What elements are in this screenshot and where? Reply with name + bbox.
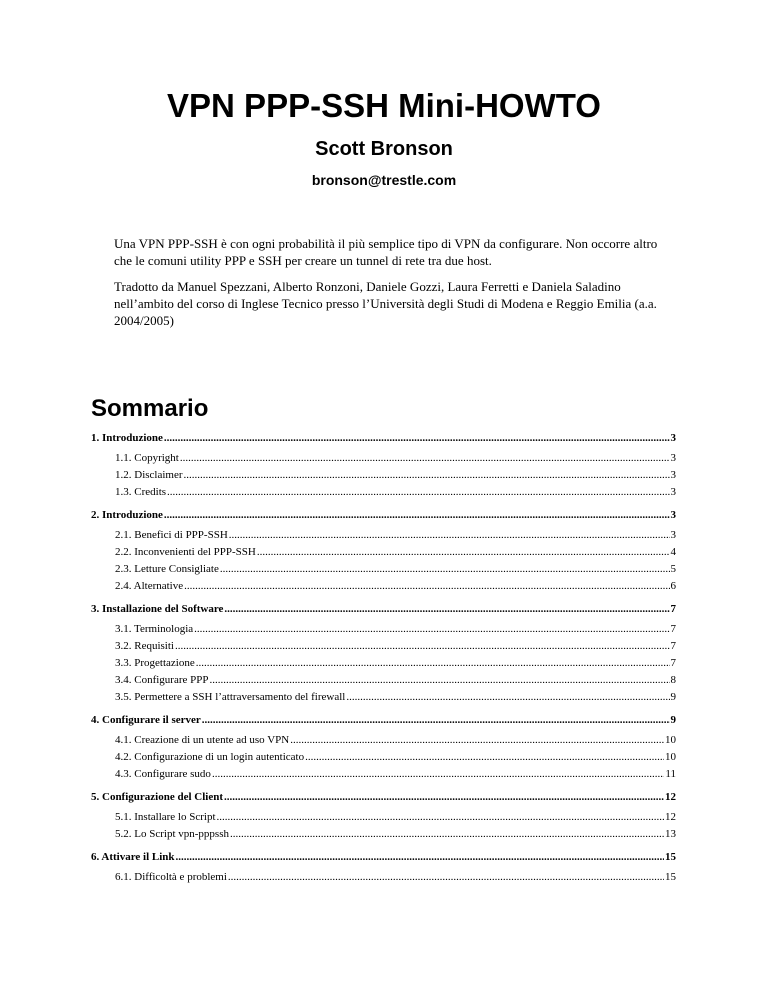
toc-section-label: 6.1. Difficoltà e problemi [115,871,227,883]
toc-page-number: 15 [665,851,676,863]
toc-chapter-link[interactable] [91,430,676,447]
abstract-paragraph: Una VPN PPP-SSH è con ogni probabilità il più semplice tipo di VPN da configurare. Non occorre altro che le comuni utility PPP e SSH per creare un tunnel di rete tra due host. [114,236,658,268]
toc-section-label: 4.1. Creazione di un utente ad uso VPN [115,734,290,746]
toc-page-number: 7 [670,657,676,669]
toc-dot-leader [202,712,670,729]
toc-chapter-label: 5. Configurazione del Client [91,791,223,803]
toc-dot-leader [167,484,669,501]
toc-dot-leader [224,789,664,806]
toc-dot-leader [175,638,670,655]
toc-dot-leader [230,826,664,843]
toc-dot-leader [229,527,670,544]
toc-section-label: 1.2. Disclaimer [115,469,183,481]
toc-dot-leader [212,766,664,783]
toc-chapter-label: 3. Installazione del Software [91,603,224,615]
toc-dot-leader [305,749,664,766]
toc-page-number: 13 [665,828,676,840]
toc-section-link[interactable] [91,766,676,783]
toc-section-link[interactable] [91,732,676,749]
toc-section-link[interactable] [91,826,676,843]
toc-section-label: 3.3. Progettazione [115,657,195,669]
toc-section-label: 2.3. Letture Consigliate [115,563,219,575]
toc-chapter-label: 2. Introduzione [91,509,163,521]
toc-dot-leader [196,655,670,672]
toc-chapter-link[interactable] [91,507,676,524]
toc-section-label: 1.3. Credits [115,486,167,498]
toc-section-link[interactable] [91,672,676,689]
toc-section-link[interactable] [91,527,676,544]
toc-section-link[interactable] [91,544,676,561]
toc-page-number: 10 [665,751,676,763]
toc-dot-leader [210,672,670,689]
toc-page-number: 3 [670,509,676,521]
toc-chapter-link[interactable] [91,601,676,618]
toc-page-number: 3 [670,469,676,481]
toc-section-label: 3.2. Requisiti [115,640,174,652]
author-name: Scott Bronson [315,138,453,160]
toc-page-number: 12 [665,791,676,803]
toc-dot-leader [257,544,670,561]
toc-dot-leader [220,561,670,578]
toc-dot-leader [184,578,669,595]
toc-page-number: 7 [670,623,676,635]
toc-section-link[interactable] [91,638,676,655]
toc-section-label: 5.2. Lo Script vpn-pppssh [115,828,229,840]
toc-chapter-link[interactable] [91,849,676,866]
toc-chapter-link[interactable] [91,789,676,806]
toc-page-number: 6 [670,580,676,592]
toc-dot-leader [176,849,664,866]
toc-section-link[interactable] [91,450,676,467]
toc-page-number: 4 [670,546,676,558]
author-email: bronson@trestle.com [311,172,457,188]
toc-page-number: 3 [670,486,676,498]
toc-section-label: 2.2. Inconvenienti del PPP-SSH [115,546,256,558]
toc-page-number: 3 [670,432,676,444]
toc-page-number: 9 [670,691,676,703]
toc-dot-leader [228,869,664,886]
toc-section-link[interactable] [91,561,676,578]
toc-section-label: 3.4. Configurare PPP [115,674,209,686]
toc-section-label: 5.1. Installare lo Script [115,811,216,823]
toc-section-label: 2.1. Benefici di PPP-SSH [115,529,228,541]
toc-page-number: 9 [670,714,676,726]
toc-chapter-link[interactable] [91,712,676,729]
toc-page-number: 12 [665,811,676,823]
toc-chapter-label: 6. Attivare il Link [91,851,175,863]
toc-section-label: 3.5. Permettere a SSH l’attraversamento del firewall [115,691,346,703]
toc-dot-leader [164,507,670,524]
toc-page-number: 3 [670,452,676,464]
toc-page-number: 11 [665,768,676,780]
toc-dot-leader [184,467,670,484]
toc-page-number: 15 [665,871,676,883]
toc-page-number: 7 [670,640,676,652]
toc-chapter-label: 1. Introduzione [91,432,163,444]
toc-section-link[interactable] [91,809,676,826]
toc-page-number: 3 [670,529,676,541]
toc-section-link[interactable] [91,749,676,766]
toc-section-label: 4.3. Configurare sudo [115,768,211,780]
toc-section-label: 4.2. Configurazione di un login autenticato [115,751,305,763]
toc-section-link[interactable] [91,655,676,672]
toc-dot-leader [194,621,669,638]
toc-chapter-label: 4. Configurare il server [91,714,201,726]
table-of-contents [91,430,676,886]
toc-section-label: 3.1. Terminologia [115,623,194,635]
toc-section-link[interactable] [91,689,676,706]
toc-dot-leader [290,732,664,749]
toc-section-label: 1.1. Copyright [115,452,179,464]
toc-heading: Sommario [91,395,209,422]
abstract-paragraph: Tradotto da Manuel Spezzani, Alberto Ronzoni, Daniele Gozzi, Laura Ferretti e Daniela Saladino nell’ambito del corso di Inglese Tecnico presso l’Università degli Studi di Modena e Reggio Emilia (a.a. 2004/2005) [114,279,657,328]
document-title: VPN PPP-SSH Mini-HOWTO [167,87,601,124]
toc-dot-leader [180,450,670,467]
toc-page-number: 5 [670,563,676,575]
toc-section-link[interactable] [91,869,676,886]
toc-dot-leader [224,601,669,618]
toc-dot-leader [217,809,664,826]
toc-section-link[interactable] [91,578,676,595]
toc-page-number: 7 [670,603,676,615]
toc-page-number: 10 [665,734,676,746]
toc-section-link[interactable] [91,484,676,501]
toc-page-number: 8 [670,674,676,686]
toc-section-link[interactable] [91,467,676,484]
toc-section-link[interactable] [91,621,676,638]
toc-dot-leader [164,430,670,447]
toc-section-label: 2.4. Alternative [115,580,184,592]
toc-dot-leader [346,689,669,706]
abstract [114,235,674,338]
